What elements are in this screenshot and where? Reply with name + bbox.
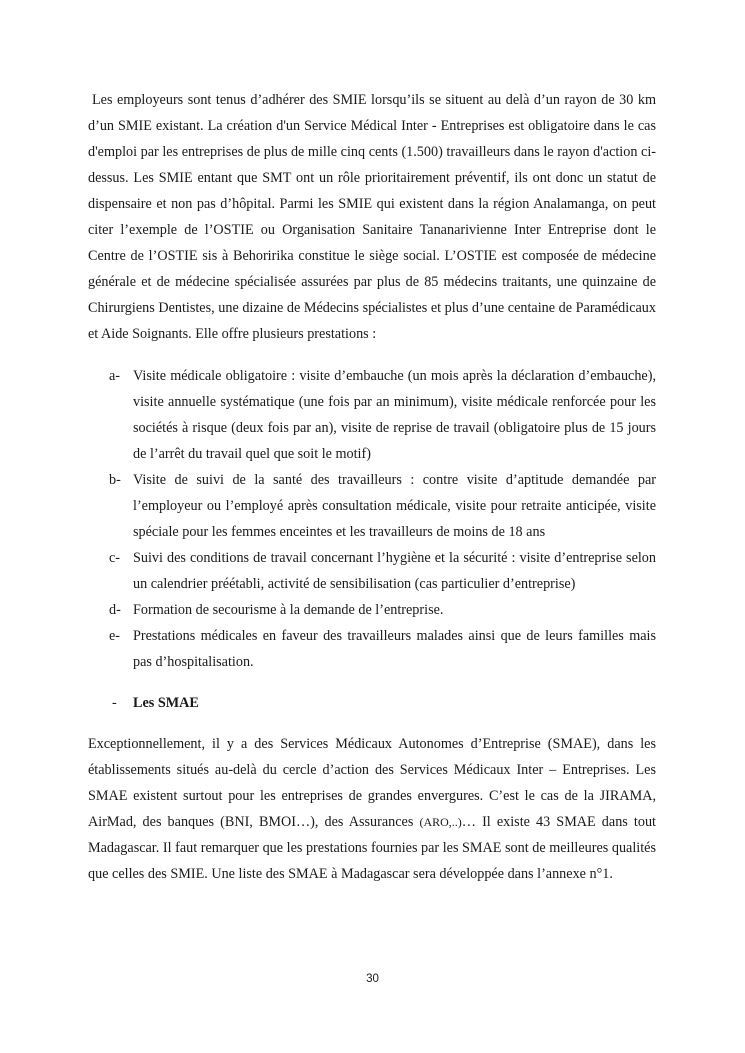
section-title: Les SMAE	[133, 695, 199, 711]
list-marker: e-	[109, 628, 121, 644]
list-item	[88, 545, 656, 597]
list-item-text: Prestations médicales en faveur des travailleurs malades ainsi que de leurs familles mais pas d’hospitalisation.	[133, 628, 656, 670]
heading-dash: -	[112, 695, 117, 711]
document-page	[88, 87, 656, 887]
list-marker: c-	[109, 550, 121, 566]
list-item	[88, 467, 656, 545]
list-item-text: Visite médicale obligatoire : visite d’embauche (un mois après la déclaration d’embauche), visite annuelle systématique (une fois par an minimum), visite médicale renforcée pour les sociétés à risque (deux fois par an), visite de reprise de travail (obligatoire plus de 15 jours de l’arrêt du travail quel que soit le motif)	[133, 368, 656, 462]
intro-paragraph: Les employeurs sont tenus d’adhérer des SMIE lorsqu’ils se situent au delà d’un rayon de 30 km d’un SMIE existant. La création d'un Service Médical Inter - Entreprises est obligatoire dans le cas d'emploi par les entreprises de plus de mille cinq cents (1.500) travailleurs dans le rayon d'action ci-dessus. Les SMIE entant que SMT ont un rôle prioritairement préventif, ils ont donc un statut de dispensaire et non pas d’hôpital. Parmi les SMIE qui existent dans la région Analamanga, on peut citer l’exemple de l’OSTIE ou Organisation Sanitaire Tananarivienne Inter Entreprise dont le Centre de l’OSTIE sis à Behoririka constitue le siège social. L’OSTIE est composée de médecine générale et de médecine spécialisée assurées par plus de 85 médecins traitants, une quinzaine de Chirurgiens Dentistes, une dizaine de Médecins spécialistes et plus d’une centaine de Paramédicaux et Aide Soignants. Elle offre plusieurs prestations :	[88, 92, 656, 342]
list-marker: b-	[109, 472, 121, 488]
list-item-text: Suivi des conditions de travail concernant l’hygiène et la sécurité : visite d’entreprise selon un calendrier préétabli, activité de sensibilisation (cas particulier d’entreprise)	[133, 550, 656, 592]
list-item	[88, 597, 656, 623]
list-item	[88, 363, 656, 467]
list-item-text: Formation de secourisme à la demande de l’entreprise.	[133, 602, 444, 618]
list-item	[88, 623, 656, 675]
smae-text-small: (ARO,..)	[419, 815, 462, 829]
page-number: 30	[366, 973, 379, 985]
list-marker: d-	[109, 602, 121, 618]
prestations-list	[88, 363, 656, 675]
smae-text-part1: Exceptionnellement, il y a des Services Médicaux Autonomes d’Entreprise (SMAE), dans les établissements situés au-delà du cercle d’action des Services Médicaux Inter – Entreprises. Les SMAE existent surtout pour les entreprises de grandes envergures. C’est le cas de la JIRAMA, AirMad, des banques (BNI, BMOI…), des Assurances	[88, 736, 656, 830]
section-heading	[88, 690, 656, 716]
list-marker: a-	[109, 368, 121, 384]
smae-text-part2: … Il existe 43 SMAE dans tout Madagascar. Il faut remarquer que les prestations fournies par les SMAE sont de meilleures qualités que celles des SMIE. Une liste des SMAE à Madagascar sera développée dans l’annexe n°1.	[88, 814, 656, 882]
smae-paragraph	[88, 731, 656, 887]
list-item-text: Visite de suivi de la santé des travailleurs : contre visite d’aptitude demandée par l’employeur ou l’employé après consultation médicale, visite pour retraite anticipée, visite spéciale pour les femmes enceintes et les travailleurs de moins de 18 ans	[133, 472, 656, 540]
